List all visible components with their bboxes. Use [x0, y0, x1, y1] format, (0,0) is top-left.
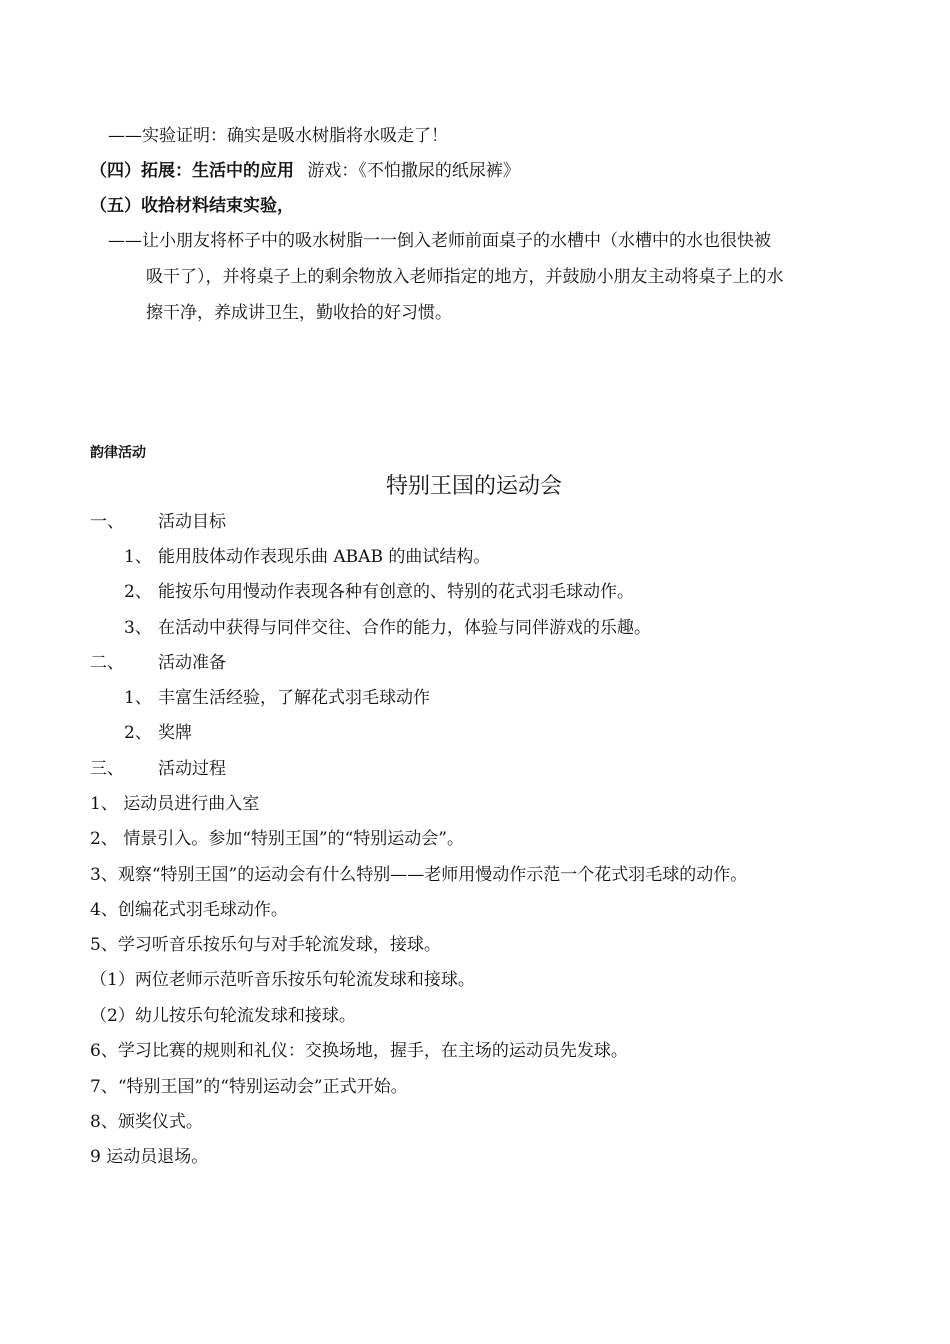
process-step: 8、颁奖仪式。 — [90, 1112, 203, 1132]
prep-heading-num: 二、 — [90, 653, 124, 673]
conclusion-line: ——实验证明：确实是吸水树脂将水吸走了！ — [108, 126, 448, 146]
process-step: 7、“特别王国”的“特别运动会”正式开始。 — [90, 1077, 408, 1097]
prep-item-text: 丰富生活经验，了解花式羽毛球动作 — [158, 688, 430, 708]
goal-item — [124, 545, 491, 569]
extension-heading — [90, 159, 520, 183]
prep-heading-label: 活动准备 — [158, 653, 226, 673]
cleanup-line-2: 吸干了），并将桌子上的剩余物放入老师指定的地方，并鼓励小朋友主动将桌子上的水 — [146, 267, 784, 287]
cleanup-line-1: ——让小朋友将杯子中的吸水树脂一一倒入老师前面桌子的水槽中（水槽中的水也很快被 — [108, 231, 771, 251]
prep-item-num: 2、 — [124, 723, 152, 743]
goal-item-text: 能按乐句用慢动作表现各种有创意的、特别的花式羽毛球动作。 — [158, 582, 634, 602]
prep-heading — [90, 651, 226, 675]
process-step: 4、创编花式羽毛球动作。 — [90, 900, 288, 920]
process-step: 9 运动员退场。 — [90, 1147, 209, 1167]
prep-item-text: 奖牌 — [158, 723, 192, 743]
goals-heading-label: 活动目标 — [158, 512, 226, 532]
process-heading — [90, 757, 226, 781]
prep-item — [124, 686, 430, 710]
prep-item-num: 1、 — [124, 688, 152, 708]
goal-item-text: 在活动中获得与同伴交往、合作的能力，体验与同伴游戏的乐趣。 — [158, 618, 651, 638]
goals-heading-num: 一、 — [90, 512, 124, 532]
goal-item-text: 能用肢体动作表现乐曲 ABAB 的曲试结构。 — [158, 547, 491, 567]
activity-title: 特别王国的运动会 — [386, 474, 563, 499]
cleanup-line-3: 擦干净，养成讲卫生，勤收拾的好习惯。 — [146, 303, 452, 323]
goal-item-num: 1、 — [124, 547, 152, 567]
process-substep: （2）幼儿按乐句轮流发球和接球。 — [90, 1006, 356, 1026]
extension-game: 游戏：《不怕撒尿的纸尿裤》 — [307, 161, 520, 181]
goal-item-num: 2、 — [124, 582, 152, 602]
goals-heading — [90, 510, 226, 534]
process-step: 6、学习比赛的规则和礼仪：交换场地，握手，在主场的运动员先发球。 — [90, 1041, 628, 1061]
process-step: 2、 情景引入。参加“特别王国”的“特别运动会”。 — [90, 829, 464, 849]
process-heading-label: 活动过程 — [158, 759, 226, 779]
process-step: 3、观察“特别王国”的运动会有什么特别——老师用慢动作示范一个花式羽毛球的动作。 — [90, 865, 748, 885]
process-step: 5、学习听音乐按乐句与对手轮流发球，接球。 — [90, 935, 441, 955]
process-heading-num: 三、 — [90, 759, 124, 779]
goal-item — [124, 616, 651, 640]
goal-item — [124, 580, 634, 604]
prep-item — [124, 721, 192, 745]
process-substep: （1）两位老师示范听音乐按乐句轮流发球和接球。 — [90, 970, 475, 990]
cleanup-heading: （五）收拾材料结束实验， — [90, 196, 294, 216]
extension-heading-bold: （四）拓展：生活中的应用 — [90, 161, 294, 181]
process-step: 1、 运动员进行曲入室 — [90, 794, 260, 814]
activity-category: 韵律活动 — [90, 445, 146, 461]
goal-item-num: 3、 — [124, 618, 152, 638]
